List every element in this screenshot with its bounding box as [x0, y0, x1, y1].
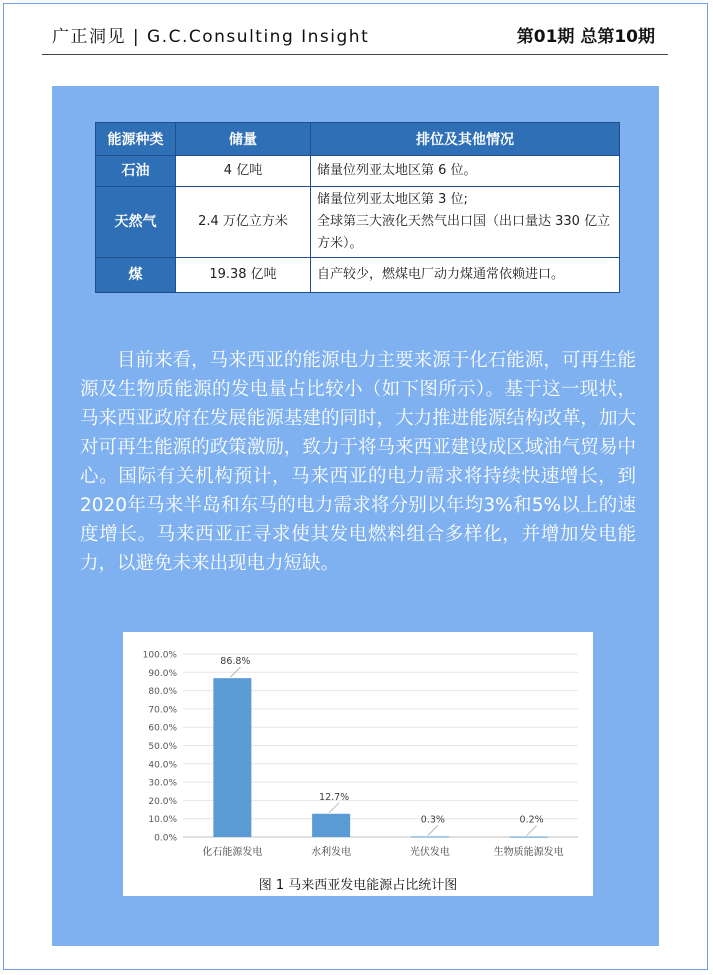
y-tick-label: 60.0%: [148, 723, 177, 734]
energy-amount: 2.4 万亿立方米: [176, 187, 311, 258]
chart-caption: 图 1 马来西亚发电能源占比统计图: [258, 878, 458, 893]
y-tick-label: 0.0%: [154, 833, 177, 844]
bar-chart-svg: [123, 632, 593, 872]
header-divider: [42, 54, 668, 55]
bar: [411, 836, 449, 837]
energy-reserves-table: [95, 122, 620, 293]
table-row: [96, 258, 620, 293]
data-label: 12.7%: [319, 791, 350, 803]
header-brand: 广正洞见 | G.C.Consulting Insight: [52, 27, 370, 47]
bar: [213, 678, 251, 837]
x-tick-label: 生物质能源发电: [493, 847, 564, 858]
bar: [312, 814, 350, 837]
energy-amount: 4 亿吨: [176, 156, 311, 187]
y-tick-label: 30.0%: [148, 778, 177, 789]
x-tick-label: 水利发电: [311, 847, 352, 858]
energy-notes: 自产较少，燃煤电厂动力煤通常依赖进口。: [311, 258, 620, 293]
table-header-type: 能源种类: [96, 123, 176, 156]
data-label: 0.3%: [420, 814, 445, 826]
table-header-notes: 排位及其他情况: [311, 123, 620, 156]
energy-type: 煤: [96, 258, 176, 293]
energy-type: 石油: [96, 156, 176, 187]
y-tick-label: 90.0%: [148, 668, 177, 679]
data-label: 0.2%: [519, 814, 544, 826]
data-label-leader: [329, 803, 339, 813]
data-label: 86.8%: [220, 656, 251, 668]
y-tick-label: 80.0%: [148, 687, 177, 698]
body-paragraph: 目前来看，马来西亚的能源电力主要来源于化石能源，可再生能源及生物质能源的发电量占比较小（如下图所示）。基于这一现状，马来西亚政府在发展能源基建的同时，大力推进能源结构改革，加大对可再生能源的政策激励，致力于将马来西亚建设成区域油气贸易中心。国际有关机构预计，马来西亚的电力需求将持续快速增长，到2020年马来半岛和东马的电力需求将分别以年均3%和5%以上的速度增长。马来西亚正寻求使其发电燃料组合多样化，并增加发电能力，以避免未来出现电力短缺。: [80, 350, 636, 574]
y-tick-label: 100.0%: [142, 650, 177, 661]
y-tick-label: 50.0%: [148, 742, 177, 752]
table-row: [96, 156, 620, 187]
bar: [510, 837, 548, 838]
energy-notes: 储量位列亚太地区第 3 位; 全球第三大液化天然气出口国（出口量达 330 亿立方米）。: [311, 187, 620, 258]
table-header-amount: 储量: [176, 123, 311, 156]
table-row: [96, 187, 620, 258]
energy-share-chart: [123, 632, 593, 896]
issue-number: 第01期 总第10期: [516, 27, 655, 47]
y-tick-label: 40.0%: [148, 760, 177, 771]
energy-amount: 19.38 亿吨: [176, 258, 311, 293]
x-tick-label: 光伏发电: [409, 847, 450, 858]
data-label-leader: [527, 826, 537, 836]
y-tick-label: 10.0%: [148, 815, 177, 826]
x-tick-label: 化石能源发电: [202, 847, 263, 858]
y-tick-label: 70.0%: [148, 705, 177, 716]
y-tick-label: 20.0%: [148, 796, 177, 807]
energy-type: 天然气: [96, 187, 176, 258]
data-label-leader: [428, 825, 438, 835]
energy-notes: 储量位列亚太地区第 6 位。: [311, 156, 620, 187]
